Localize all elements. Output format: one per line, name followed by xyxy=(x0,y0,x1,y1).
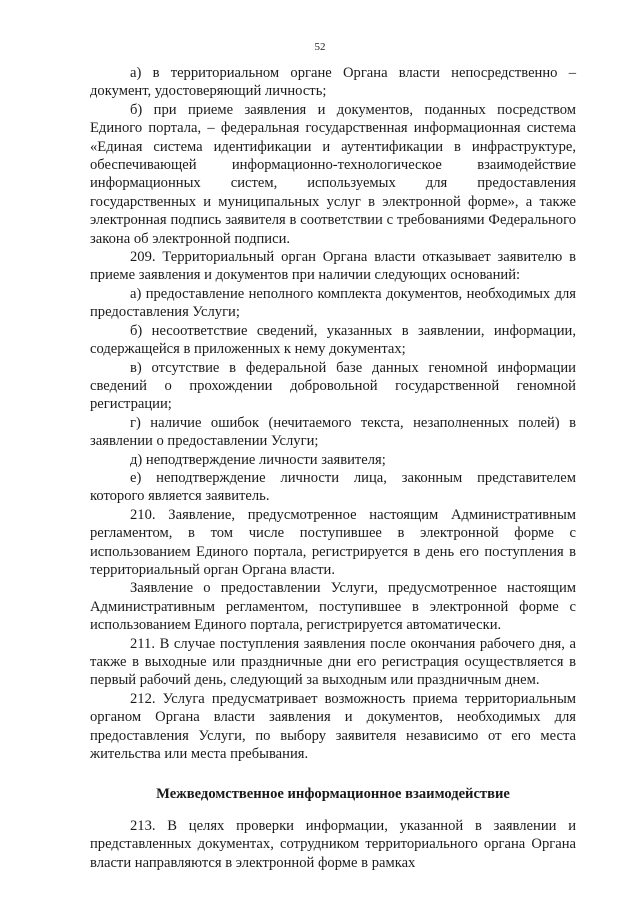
paragraph: б) при приеме заявления и документов, поданных посредством Единого портала, – федеральная государственная информационная система «Единая система идентификации и аутентификации в инфраструктуре, обеспечивающей информационно-технологическое взаимодействие информационных систем, используемых для предоставления государственных и муниципальных услуг в электронной форме», а также электронная подпись заявителя в соответствии с требованиями Федерального закона об электронной подписи. xyxy=(90,101,576,247)
paragraph: г) наличие ошибок (нечитаемого текста, незаполненных полей) в заявлении о предоставлении Услуги; xyxy=(90,414,576,450)
document-body xyxy=(90,64,576,872)
paragraph: е) неподтверждение личности лица, законным представителем которого является заявитель. xyxy=(90,469,576,505)
paragraph: а) предоставление неполного комплекта документов, необходимых для предоставления Услуги; xyxy=(90,285,576,321)
paragraph: Заявление о предоставлении Услуги, предусмотренное настоящим Административным регламентом, поступившее в электронной форме с использованием Единого портала, регистрируется автоматически. xyxy=(90,580,576,634)
section-heading: Межведомственное информационное взаимодействие xyxy=(156,786,510,803)
paragraph: 212. Услуга предусматривает возможность приема территориальным органом Органа власти заявления и документов, необходимых для предоставления Услуги, по выбору заявителя независимо от его места жительства или места пребывания. xyxy=(90,690,576,763)
paragraph: а) в территориальном органе Органа власти непосредственно – документ, удостоверяющий личность; xyxy=(90,65,576,100)
paragraph: 210. Заявление, предусмотренное настоящим Административным регламентом, в том числе поступившее в электронной форме с использованием Единого портала, регистрируется в день его поступления в территориальный орган Органа власти. xyxy=(90,506,576,578)
paragraph: 211. В случае поступления заявления после окончания рабочего дня, а также в выходные или праздничные дни его регистрация осуществляется в первый рабочий день, следующий за выходным или праздничным днем. xyxy=(90,635,576,689)
paragraph: в) отсутствие в федеральной базе данных геномной информации сведений о прохождении добровольной государственной геномной регистрации; xyxy=(90,359,576,413)
paragraph: 213. В целях проверки информации, указанной в заявлении и представленных документах, сотрудником территориального органа Органа власти направляются в электронной форме в рамках xyxy=(90,817,576,871)
paragraph: д) неподтверждение личности заявителя; xyxy=(130,451,386,468)
page-number: 52 xyxy=(314,41,326,53)
paragraph: б) несоответствие сведений, указанных в заявлении, информации, содержащейся в приложенных к нему документах; xyxy=(90,322,576,358)
paragraph: 209. Территориальный орган Органа власти отказывает заявителю в приеме заявления и документов при наличии следующих оснований: xyxy=(90,249,576,284)
